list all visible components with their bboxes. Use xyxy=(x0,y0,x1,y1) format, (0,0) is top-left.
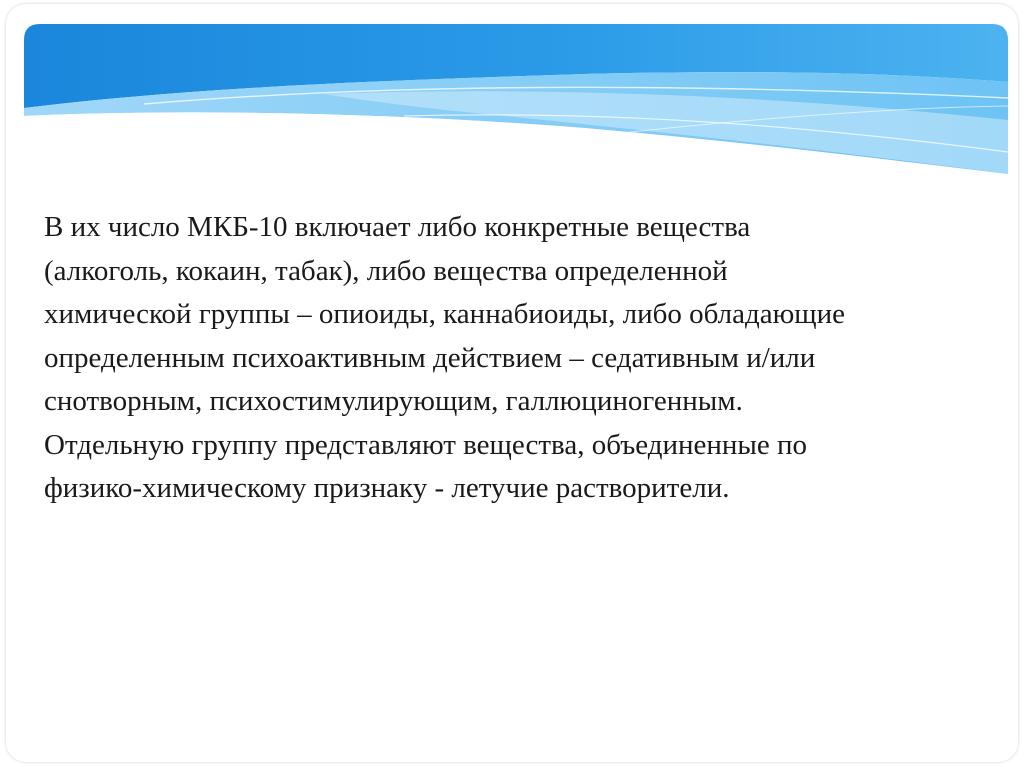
paragraph-line: (алкоголь, кокаин, табак), либо вещества определенной xyxy=(44,254,728,287)
slide-paragraph xyxy=(44,206,1004,511)
slide xyxy=(6,4,1018,762)
paragraph-line: определенным психоактивным действием – седативным и/или xyxy=(44,341,816,374)
wave-banner xyxy=(24,24,1008,184)
paragraph-line: Отдельную группу представляют вещества, объединенные по xyxy=(44,428,808,461)
paragraph-line: физико-химическому признаку - летучие растворители. xyxy=(44,472,730,504)
paragraph-line: В их число МКБ-10 включает либо конкретные вещества xyxy=(44,211,751,243)
paragraph-line: снотворным, психостимулирующим, галлюциногенным. xyxy=(44,385,743,417)
paragraph-line: химической группы – опиоиды, каннабиоиды, либо обладающие xyxy=(44,298,846,330)
